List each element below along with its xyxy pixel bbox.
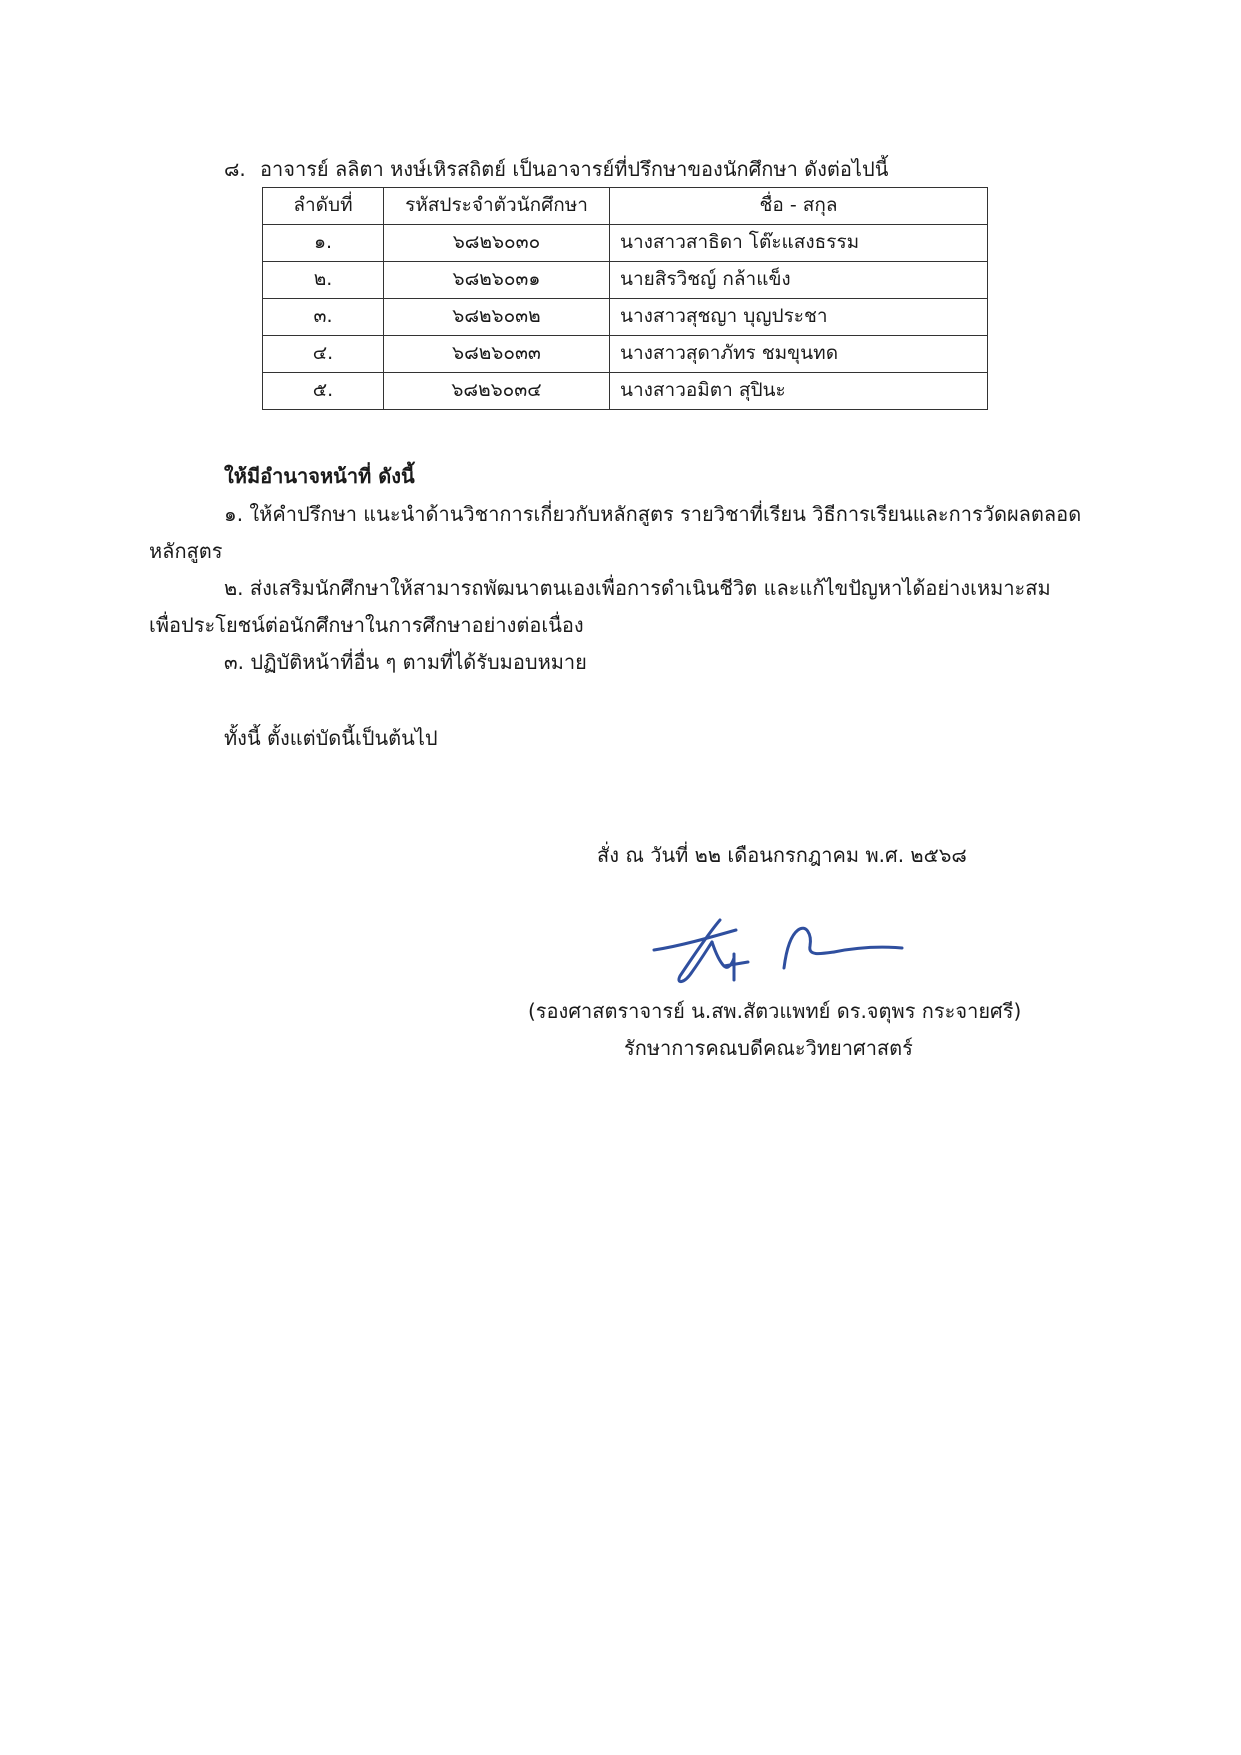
cell-name: นางสาวสาธิดา โต๊ะแสงธรรม bbox=[610, 225, 988, 262]
cell-order: ๔. bbox=[263, 336, 384, 373]
cell-name: นางสาวสุชญา บุญประชา bbox=[610, 299, 988, 336]
cell-student-id: ๖๘๒๖๐๓๑ bbox=[384, 262, 610, 299]
handwritten-signature bbox=[650, 910, 910, 992]
table-row bbox=[263, 336, 988, 373]
section-text: อาจารย์ ลลิตา หงษ์เหิรสถิตย์ เป็นอาจารย์ที่ปรึกษาของนักศึกษา ดังต่อไปนี้ bbox=[260, 157, 889, 181]
cell-name: นางสาวสุดาภัทร ชมขุนทด bbox=[610, 336, 988, 373]
duty-2-line-1: ๒. ส่งเสริมนักศึกษาให้สามารถพัฒนาตนเองเพื่อการดำเนินชีวิต และแก้ไขปัญหาได้อย่างเหมาะสม bbox=[224, 576, 1051, 600]
advisee-table bbox=[262, 187, 988, 410]
cell-name: นายสิรวิชญ์ กล้าแข็ง bbox=[610, 262, 988, 299]
duty-1-line-1: ๑. ให้คำปรึกษา แนะนำด้านวิชาการเกี่ยวกับหลักสูตร รายวิชาที่เรียน วิธีการเรียนและการวัดผลตลอด bbox=[224, 502, 1082, 526]
signer-name: (รองศาสตราจารย์ น.สพ.สัตวแพทย์ ดร.จตุพร กระจายศรี) bbox=[528, 999, 1022, 1023]
cell-order: ๑. bbox=[263, 225, 384, 262]
cell-student-id: ๖๘๒๖๐๓๒ bbox=[384, 299, 610, 336]
column-header-student-id: รหัสประจำตัวนักศึกษา bbox=[384, 188, 610, 225]
duty-2-line-2: เพื่อประโยชน์ต่อนักศึกษาในการศึกษาอย่างต่อเนื่อง bbox=[149, 613, 584, 637]
table-row bbox=[263, 299, 988, 336]
cell-order: ๕. bbox=[263, 373, 384, 410]
duties-heading: ให้มีอำนาจหน้าที่ ดังนี้ bbox=[224, 464, 415, 488]
cell-order: ๒. bbox=[263, 262, 384, 299]
cell-student-id: ๖๘๒๖๐๓๓ bbox=[384, 336, 610, 373]
order-date: สั่ง ณ วันที่ ๒๒ เดือนกรกฎาคม พ.ศ. ๒๕๖๘ bbox=[597, 843, 967, 867]
duty-3: ๓. ปฏิบัติหน้าที่อื่น ๆ ตามที่ได้รับมอบหมาย bbox=[224, 650, 587, 674]
cell-student-id: ๖๘๒๖๐๓๐ bbox=[384, 225, 610, 262]
signer-title: รักษาการคณบดีคณะวิทยาศาสตร์ bbox=[624, 1036, 913, 1060]
duty-1-line-2: หลักสูตร bbox=[149, 539, 223, 563]
column-header-order: ลำดับที่ bbox=[263, 188, 384, 225]
table-row bbox=[263, 225, 988, 262]
cell-order: ๓. bbox=[263, 299, 384, 336]
effective-statement: ทั้งนี้ ตั้งแต่บัดนี้เป็นต้นไป bbox=[224, 726, 438, 750]
cell-student-id: ๖๘๒๖๐๓๔ bbox=[384, 373, 610, 410]
cell-name: นางสาวอมิตา สุปินะ bbox=[610, 373, 988, 410]
table-row bbox=[263, 373, 988, 410]
column-header-name: ชื่อ - สกุล bbox=[610, 188, 988, 225]
table-row bbox=[263, 262, 988, 299]
table-header-row bbox=[263, 188, 988, 225]
section-number: ๘. bbox=[224, 157, 246, 181]
section-heading bbox=[224, 157, 888, 181]
